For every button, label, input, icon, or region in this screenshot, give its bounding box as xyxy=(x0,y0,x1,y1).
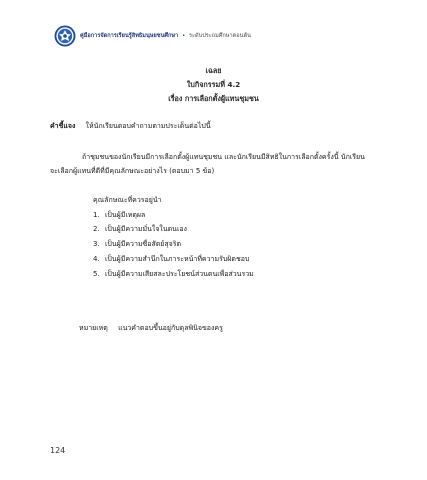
page-header xyxy=(54,24,251,48)
emblem-logo-icon xyxy=(54,25,76,47)
item-text: เป็นผู้มีความมั่นใจในตนเอง xyxy=(105,225,187,234)
question-paragraph xyxy=(50,150,380,178)
list-item xyxy=(93,252,254,267)
item-number: 2. xyxy=(93,225,100,234)
instruction-label: คำชี้แจง xyxy=(50,122,76,130)
header-text xyxy=(80,32,251,40)
title-block xyxy=(0,64,427,106)
header-subtitle: ระดับประถมศึกษาตอนต้น xyxy=(189,33,251,39)
item-number: 4. xyxy=(93,254,100,263)
item-text: เป็นผู้มีความสำนึกในภาระหน้าที่ความรับผิดชอบ xyxy=(105,254,250,263)
answer-block xyxy=(93,193,254,281)
topic-heading: เรื่อง การเลือกตั้งผู้แทนชุมชน xyxy=(168,94,259,103)
item-number: 5. xyxy=(93,269,100,278)
answer-key-heading: เฉลย xyxy=(205,66,222,75)
page-number: 124 xyxy=(50,446,66,455)
question-line-1: ถ้าชุมชนของนักเรียนมีการเลือกตั้งผู้แทนชุมชน และนักเรียนมีสิทธิในการเลือกตั้งครั้งนี้ นักเรียน xyxy=(82,153,365,161)
note xyxy=(79,323,223,334)
answer-list xyxy=(93,208,254,282)
item-number: 3. xyxy=(93,240,100,249)
header-separator: • xyxy=(181,33,186,39)
list-item xyxy=(93,237,254,252)
instruction xyxy=(50,121,211,132)
item-text: เป็นผู้มีความเสียสละประโยชน์ส่วนตนเพื่อส่วนรวม xyxy=(105,269,254,278)
note-label: หมายเหตุ xyxy=(79,324,108,332)
header-title: คู่มือการจัดการเรียนรู้สิทธิมนุษยชนศึกษา xyxy=(80,33,179,39)
item-text: เป็นผู้มีความซื่อสัตย์สุจริต xyxy=(105,240,182,249)
worksheet-heading: ใบกิจกรรมที่ 4.2 xyxy=(186,80,241,89)
item-number: 1. xyxy=(93,210,100,219)
instruction-text: ให้นักเรียนตอบคำถามตามประเด็นต่อไปนี้ xyxy=(85,122,211,130)
list-item xyxy=(93,222,254,237)
answer-heading: คุณลักษณะที่ควรอยู่นำ xyxy=(93,196,162,204)
list-item xyxy=(93,267,254,282)
item-text: เป็นผู้มีเหตุผล xyxy=(105,210,146,219)
question-line-2: จะเลือกผู้แทนที่ดีที่มีคุณลักษณะอย่างไร (ตอบมา 5 ข้อ) xyxy=(50,167,215,175)
list-item xyxy=(93,208,254,223)
note-text: แนวคำตอบขึ้นอยู่กับดุลพินิจของครู xyxy=(118,324,223,332)
